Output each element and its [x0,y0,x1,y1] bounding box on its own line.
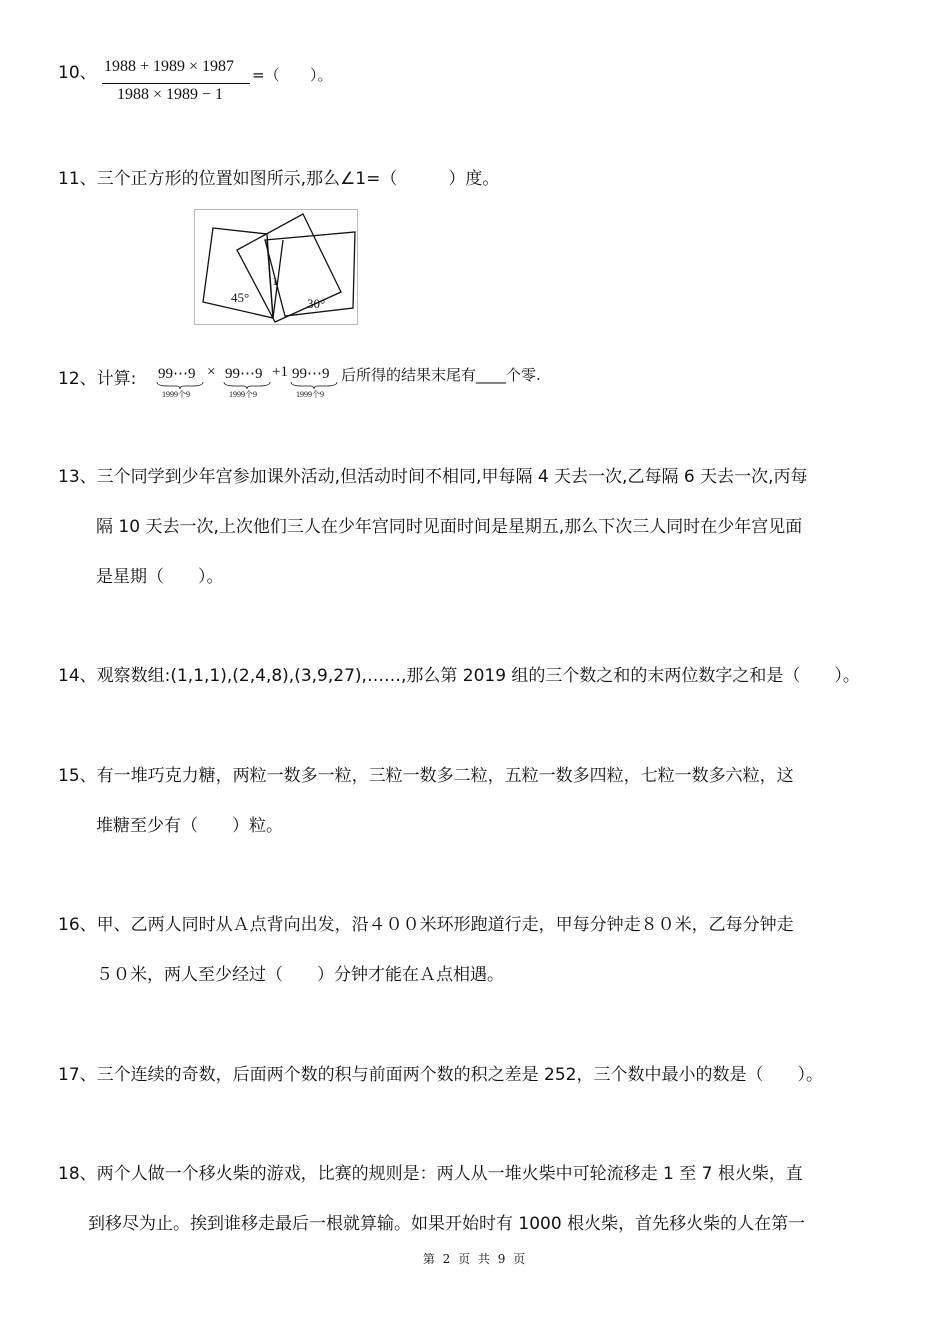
q15-line-1: 15、有一堆巧克力糖，两粒一数多一粒，三粒一数多二粒，五粒一数多四粒，七粒一数多六粒，这 [58,766,794,786]
q12-suffix: 后所得的结果末尾有____个零. [341,366,541,384]
q12-brace-2 [223,381,271,389]
q12-under-1: 1999个9 [162,390,190,399]
q18-line-1: 18、两个人做一个移火柴的游戏，比赛的规则是：两人从一堆火柴中可轮流移走 1 至 7 根火柴，直 [58,1164,803,1184]
q12-brace-3 [290,381,338,389]
angle-30-label: 30° [307,296,326,311]
q12-prefix: 12、计算: [58,369,137,389]
q12-under-2: 1999个9 [229,390,257,399]
q18-line-2: 到移尽为止。挨到谁移走最后一根就算输。如果开始时有 1000 根火柴，首先移火柴的人在第一 [88,1214,806,1234]
three-squares-diagram [195,210,357,324]
q12-term-2: 99⋯9 [225,366,263,382]
q16-line-1: 16、甲、乙两人同时从Ａ点背向出发，沿４００米环形跑道行走，甲每分钟走８０米，乙每分钟走 [58,915,794,935]
q12-plus-one: +1 [272,364,288,380]
angle-1-label: 1 [272,274,278,288]
q12-times: × [207,364,216,380]
q13-line-3: 是星期（ ）。 [96,567,224,587]
q11-figure [194,209,358,325]
q10-end: ）。 [310,66,333,84]
q14-line-1: 14、观察数组:(1,1,1),(2,4,8),(3,9,27),……,那么第 2019 组的三个数之和的末两位数字之和是（ ）。 [58,666,860,686]
q10-equals: =（ [252,66,280,84]
q12-term-1: 99⋯9 [158,366,196,382]
q12-under-3: 1999个9 [296,390,324,399]
q12-term-3: 99⋯9 [292,366,330,382]
angle-45-label: 45° [231,290,250,305]
q15-line-2: 堆糖至少有（ ）粒。 [96,816,283,836]
q13-line-2: 隔 10 天去一次,上次他们三人在少年宫同时见面时间是星期五,那么下次三人同时在少年宫见面 [96,517,803,537]
q13-line-1: 13、三个同学到少年宫参加课外活动,但活动时间不相同,甲每隔 4 天去一次,乙每隔 6 天去一次,丙每 [58,467,808,487]
q10-denominator: 1988 × 1989 − 1 [117,86,224,103]
middle-square [237,214,341,322]
q11-text: 11、三个正方形的位置如图所示,那么∠1=（ ）度。 [58,169,500,189]
q16-line-2: ５０米，两人至少经过（ ）分钟才能在Ａ点相遇。 [96,965,504,985]
q17-line-1: 17、三个连续的奇数，后面两个数的积与前面两个数的积之差是 252，三个数中最小的数是（ ）。 [58,1065,823,1085]
q10-numerator: 1988 + 1989 × 1987 [104,58,235,75]
q10-number: 10、 [58,63,97,83]
page-footer: 第 2 页 共 9 页 [422,1252,528,1266]
q10-fraction-bar [102,83,250,84]
q12-brace-1 [156,381,204,389]
